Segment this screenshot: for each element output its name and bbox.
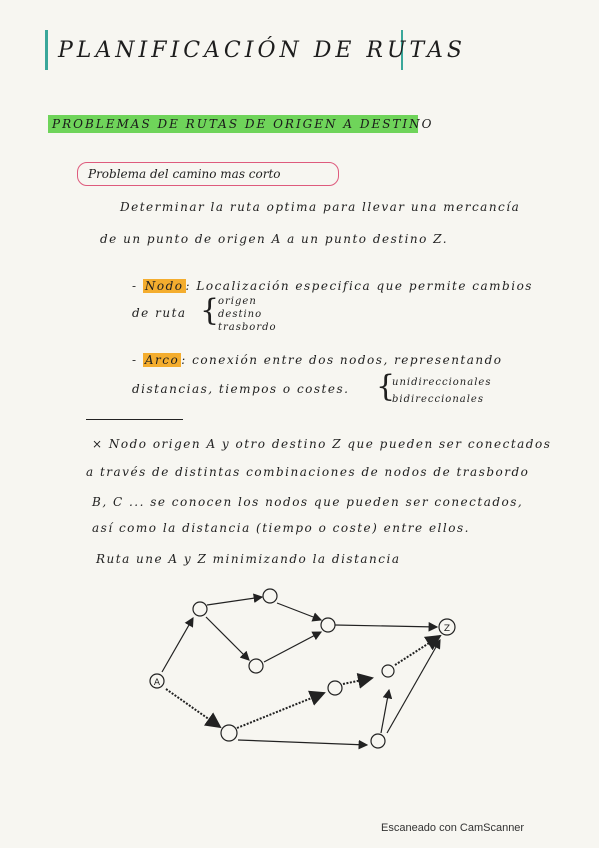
scanner-watermark: Escaneado con CamScanner (381, 822, 525, 834)
edge-b-c (207, 597, 262, 605)
page-title: PLANIFICACIÓN DE RUTAS (58, 38, 466, 63)
subheading: PROBLEMAS DE RUTAS DE ORIGEN A DESTINO (48, 115, 418, 133)
arco-option-bidireccionales: bidireccionales (392, 394, 484, 405)
node-g (328, 681, 342, 695)
arco-definition: - Arco : conexión entre dos nodos, representando (132, 353, 503, 367)
nodo-option-destino: destino (218, 309, 263, 320)
node-e (321, 618, 335, 632)
body-line-3: B, C ... se conocen los nodos que pueden ser conectados, (92, 495, 524, 509)
nodo-definition-text: : Localización especifica que permite cambios (185, 279, 533, 293)
node-d (249, 659, 263, 673)
edge-f-h (238, 740, 367, 745)
node-h (371, 734, 385, 748)
node-a-label: A (153, 678, 161, 688)
edge-c-e (277, 603, 321, 620)
arco-term: Arco (144, 353, 180, 367)
section-label: Problema del camino mas corto (77, 162, 339, 186)
edge-f-g (237, 693, 324, 728)
intro-line-1: Determinar la ruta optima para llevar una mercancía (120, 200, 521, 214)
arco-option-unidireccionales: unidireccionales (392, 377, 492, 388)
node-f (221, 725, 237, 741)
nodo-term: Nodo (144, 279, 184, 293)
nodo-option-trasbordo: trasbordo (218, 322, 277, 333)
node-i (382, 665, 394, 677)
edge-h-i (381, 690, 389, 733)
edge-e-z (335, 625, 437, 627)
node-z-label: Z (443, 624, 451, 634)
edge-a-b (162, 618, 193, 672)
arco-definition-text: : conexión entre dos nodos, representando (181, 353, 503, 367)
edge-d-e (264, 632, 321, 662)
body-line-1: × Nodo origen A y otro destino Z que pueden ser conectados (92, 437, 552, 451)
node-b (193, 602, 207, 616)
nodo-line-2: de ruta (132, 306, 187, 320)
nodo-option-origen: origen (218, 296, 257, 307)
intro-line-2: de un punto de origen A a un punto destino Z. (100, 232, 449, 246)
arco-line-2: distancias, tiempos o costes. (132, 382, 350, 396)
edge-a-f (166, 689, 220, 727)
edge-b-d (206, 617, 249, 660)
edge-g-i (343, 678, 372, 684)
body-line-5: Ruta une A y Z minimizando la distancia (96, 552, 401, 566)
nodo-definition: - Nodo : Localización especifica que permite cambios (132, 279, 533, 293)
edge-i-z (395, 636, 440, 665)
body-line-4: así como la distancia (tiempo o coste) entre ellos. (92, 521, 470, 535)
nodo-brace: { (200, 293, 220, 328)
arco-brace: { (376, 369, 396, 404)
body-line-2: a través de distintas combinaciones de nodos de trasbordo (86, 465, 530, 479)
node-c (263, 589, 277, 603)
